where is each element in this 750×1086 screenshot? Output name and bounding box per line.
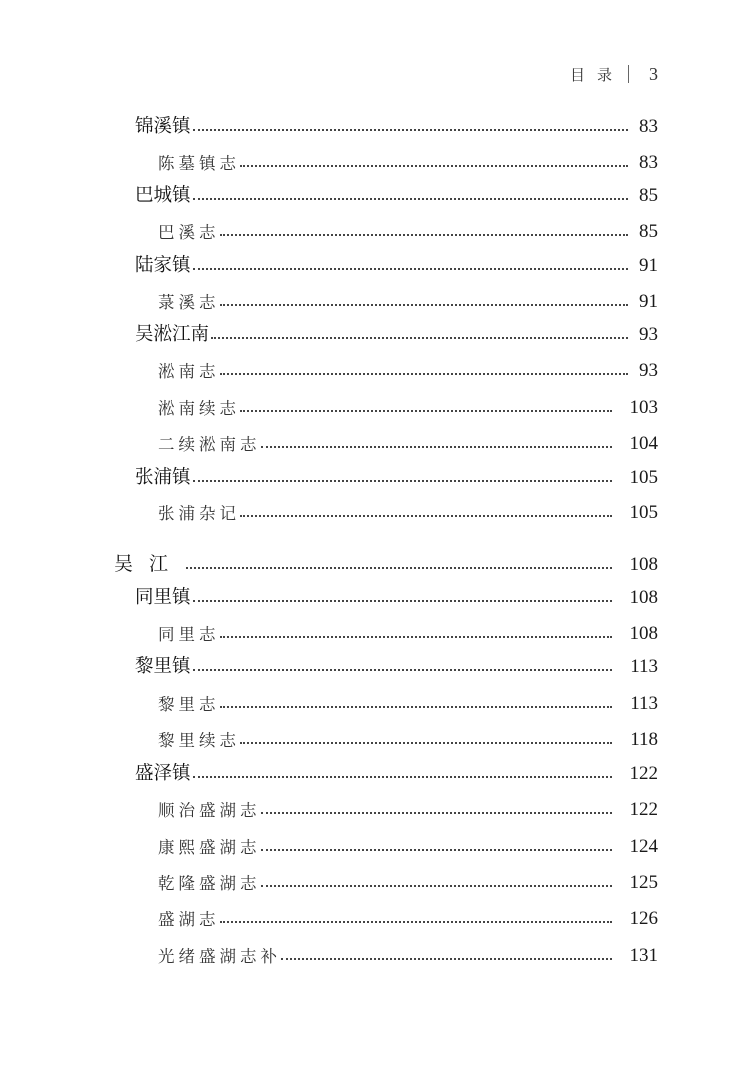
running-header bbox=[570, 62, 658, 86]
toc-entry-title: 康熙盛湖志 bbox=[158, 838, 261, 857]
dot-leader bbox=[193, 268, 628, 270]
toc-entry-title: 二续淞南志 bbox=[158, 435, 261, 454]
header-divider bbox=[628, 65, 629, 83]
toc-entry-title: 盛泽镇 bbox=[135, 763, 191, 784]
toc-entry-title: 同里镇 bbox=[135, 587, 191, 608]
toc-entry-page: 108 bbox=[629, 623, 658, 644]
dot-leader bbox=[193, 480, 612, 482]
toc-entry-page: 131 bbox=[629, 945, 658, 966]
toc-entry-page: 108 bbox=[629, 587, 658, 608]
toc-entry-title: 吴江 bbox=[114, 553, 185, 575]
toc-entry-page: 122 bbox=[629, 763, 658, 784]
toc-entry-title: 巴城镇 bbox=[135, 185, 191, 206]
toc-entry-page: 118 bbox=[630, 729, 658, 750]
dot-leader bbox=[261, 446, 612, 448]
toc-entry-page: 85 bbox=[639, 221, 658, 242]
dot-leader bbox=[193, 776, 612, 778]
dot-leader bbox=[220, 373, 629, 375]
toc-entry-town[interactable] bbox=[135, 459, 658, 489]
toc-entry-gazetteer[interactable] bbox=[158, 389, 658, 419]
toc-entry-town[interactable] bbox=[135, 755, 658, 785]
toc-entry-gazetteer[interactable] bbox=[158, 283, 658, 313]
toc-entry-gazetteer[interactable] bbox=[158, 900, 658, 930]
toc-entry-page: 126 bbox=[629, 908, 658, 929]
dot-leader bbox=[261, 812, 612, 814]
dot-leader bbox=[220, 921, 612, 923]
dot-leader bbox=[240, 410, 612, 412]
toc-entry-town[interactable] bbox=[135, 247, 658, 277]
toc-entry-page: 103 bbox=[629, 397, 658, 418]
toc-entry-gazetteer[interactable] bbox=[158, 721, 658, 751]
toc-entry-page: 113 bbox=[630, 693, 658, 714]
toc-entry-gazetteer[interactable] bbox=[158, 144, 658, 174]
toc-entry-title: 淞南续志 bbox=[158, 399, 240, 418]
dot-leader bbox=[193, 600, 612, 602]
dot-leader bbox=[220, 636, 612, 638]
toc-entry-title: 黎里续志 bbox=[158, 731, 240, 750]
toc-entry-page: 83 bbox=[639, 152, 658, 173]
toc-entry-town[interactable] bbox=[135, 648, 658, 678]
toc-entry-title: 张浦杂记 bbox=[158, 504, 240, 523]
dot-leader bbox=[261, 885, 612, 887]
toc-entry-page: 125 bbox=[629, 872, 658, 893]
toc-entry-page: 85 bbox=[639, 185, 658, 206]
toc-entry-title: 黎里镇 bbox=[135, 656, 191, 677]
toc-entry-page: 93 bbox=[639, 360, 658, 381]
dot-leader bbox=[240, 742, 612, 744]
toc-entry-title: 陆家镇 bbox=[135, 255, 191, 276]
toc-entry-town[interactable] bbox=[135, 177, 658, 207]
toc-entry-title: 同里志 bbox=[158, 625, 220, 644]
toc-entry-page: 105 bbox=[629, 467, 658, 488]
page-number: 3 bbox=[649, 63, 658, 84]
toc-entry-page: 108 bbox=[629, 554, 658, 575]
dot-leader bbox=[220, 706, 613, 708]
toc-entry-title: 光绪盛湖志补 bbox=[158, 947, 281, 966]
dot-leader bbox=[193, 129, 628, 131]
toc-entry-gazetteer[interactable] bbox=[158, 352, 658, 382]
toc-entry-page: 122 bbox=[629, 799, 658, 820]
toc-entry-gazetteer[interactable] bbox=[158, 615, 658, 645]
toc-entry-gazetteer[interactable] bbox=[158, 791, 658, 821]
toc-entry-gazetteer[interactable] bbox=[158, 828, 658, 858]
dot-leader bbox=[281, 958, 612, 960]
toc-entry-gazetteer[interactable] bbox=[158, 425, 658, 455]
toc-entry-page: 113 bbox=[630, 656, 658, 677]
dot-leader bbox=[240, 165, 628, 167]
toc-entry-town[interactable] bbox=[135, 316, 658, 346]
toc-entry-gazetteer[interactable] bbox=[158, 685, 658, 715]
toc-entry-title: 乾隆盛湖志 bbox=[158, 874, 261, 893]
dot-leader bbox=[186, 567, 611, 569]
toc-entry-gazetteer[interactable] bbox=[158, 213, 658, 243]
dot-leader bbox=[261, 849, 612, 851]
toc-entry-town[interactable] bbox=[135, 108, 658, 138]
dot-leader bbox=[240, 515, 612, 517]
toc-entry-gazetteer[interactable] bbox=[158, 494, 658, 524]
toc-entry-title: 张浦镇 bbox=[135, 467, 191, 488]
dot-leader bbox=[220, 234, 629, 236]
toc-entry-gazetteer[interactable] bbox=[158, 864, 658, 894]
toc-entry-page: 91 bbox=[639, 255, 658, 276]
toc-entry-page: 91 bbox=[639, 291, 658, 312]
toc-entry-page: 83 bbox=[639, 116, 658, 137]
dot-leader bbox=[220, 304, 629, 306]
toc-entry-title: 顺治盛湖志 bbox=[158, 801, 261, 820]
toc-entry-title: 菉溪志 bbox=[158, 293, 220, 312]
toc-entry-county[interactable] bbox=[114, 546, 658, 576]
toc-entry-title: 淞南志 bbox=[158, 362, 220, 381]
toc-entry-title: 陈墓镇志 bbox=[158, 154, 240, 173]
toc-entry-title: 锦溪镇 bbox=[135, 116, 191, 137]
dot-leader bbox=[193, 198, 628, 200]
section-title: 目录 bbox=[569, 65, 624, 84]
toc-entry-page: 124 bbox=[629, 836, 658, 857]
toc-entry-title: 盛湖志 bbox=[158, 910, 220, 929]
toc-entry-title: 巴溪志 bbox=[158, 223, 220, 242]
toc-entry-page: 105 bbox=[629, 502, 658, 523]
toc-entry-title: 吴淞江南 bbox=[135, 324, 210, 345]
toc-entry-town[interactable] bbox=[135, 579, 658, 609]
toc-entry-page: 104 bbox=[629, 433, 658, 454]
dot-leader bbox=[193, 669, 613, 671]
toc-entry-page: 93 bbox=[639, 324, 658, 345]
toc-entry-gazetteer[interactable] bbox=[158, 937, 658, 967]
dot-leader bbox=[211, 337, 628, 339]
toc-entry-title: 黎里志 bbox=[158, 695, 220, 714]
